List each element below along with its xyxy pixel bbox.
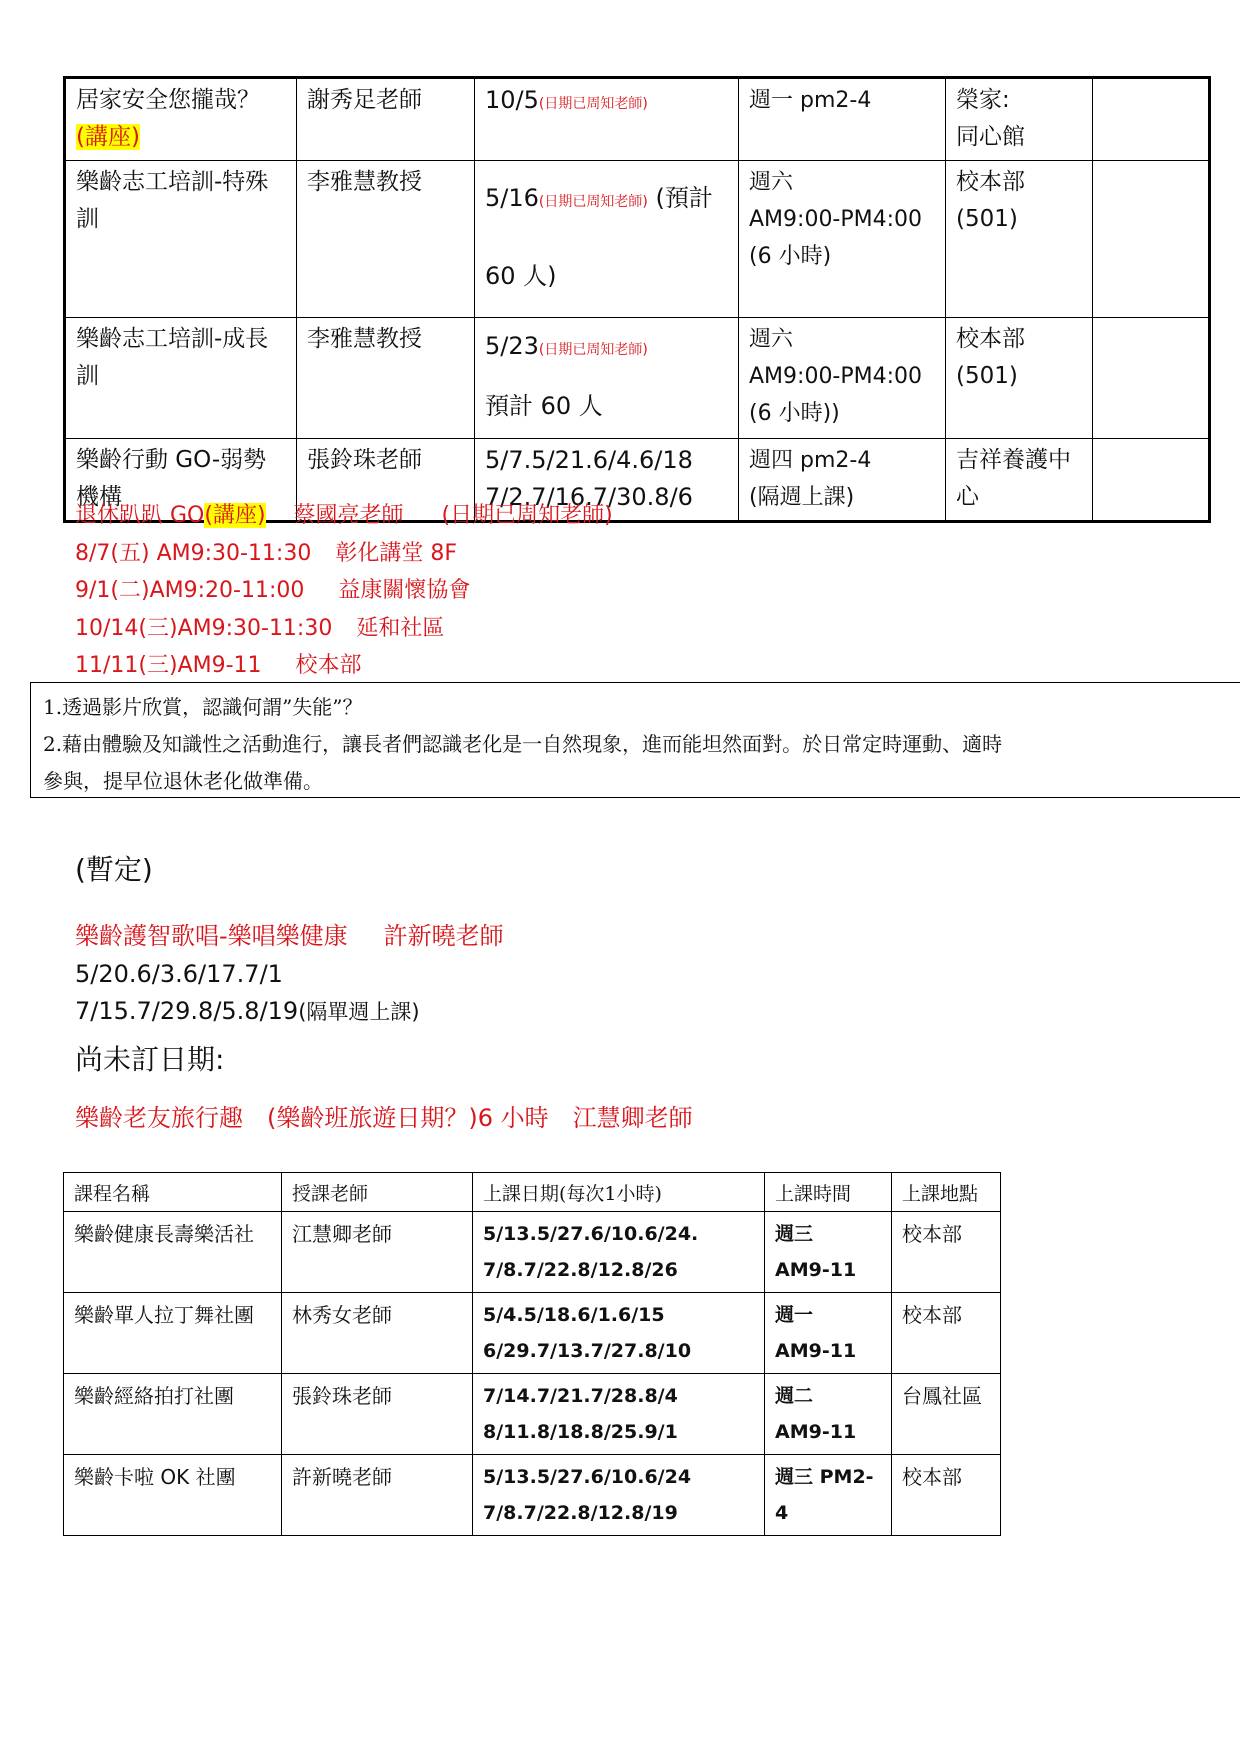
place-line: 榮家: bbox=[956, 87, 1010, 113]
objectives-box bbox=[30, 682, 1240, 798]
course-name-cell: 樂齡行動 GO-弱勢機構 bbox=[65, 439, 297, 522]
time-cell bbox=[765, 1212, 892, 1293]
dates-cell bbox=[473, 1374, 765, 1455]
course-name: 居家安全您攏哉？ bbox=[76, 87, 260, 113]
course-name-cell: 樂齡志工培訓-特殊訓 bbox=[65, 161, 297, 318]
time-line: (6 小時)) bbox=[749, 401, 840, 426]
course-name-cell: 樂齡經絡拍打社團 bbox=[64, 1374, 282, 1455]
place-line: (501) bbox=[956, 363, 1018, 389]
place-cell: 校本部 bbox=[892, 1293, 1001, 1374]
date-cell bbox=[475, 161, 739, 318]
lecture-tag: (講座) bbox=[76, 124, 140, 150]
column-header: 上課地點 bbox=[892, 1173, 1001, 1212]
time-cell bbox=[765, 1374, 892, 1455]
time-line: AM9-11 bbox=[775, 1259, 857, 1281]
dates-line: 6/29.7/13.7/27.8/10 bbox=[483, 1340, 692, 1362]
date-main: 5/7.5/21.6/4.6/18 bbox=[485, 446, 693, 474]
undated-course: 樂齡老友旅行趣 bbox=[75, 1103, 243, 1132]
dates-line: 5/13.5/27.6/10.6/24 bbox=[483, 1466, 692, 1488]
date-note: (日期已周知老師) bbox=[538, 96, 648, 112]
objective-line: 2.藉由體驗及知識性之活動進行，讓長者們認識老化是一自然現象，進而能坦然面對。於日常定時運動、適時 bbox=[43, 732, 1003, 756]
course-name-cell: 樂齡志工培訓-成長訓 bbox=[65, 318, 297, 439]
time-line: AM9:00-PM4:00 bbox=[749, 364, 923, 389]
tentative-heading: (暫定) bbox=[75, 853, 153, 886]
tentative-dates-note: (隔單週上課) bbox=[298, 1000, 420, 1024]
date-extra: 7/2.7/16.7/30.8/6 bbox=[485, 483, 693, 511]
time-cell: 週一 pm2-4 bbox=[739, 78, 946, 161]
teacher-cell: 張鈴珠老師 bbox=[297, 439, 475, 522]
table-row bbox=[64, 1212, 1001, 1293]
course-name-cell: 樂齡卡啦 OK 社團 bbox=[64, 1455, 282, 1536]
date-cell bbox=[475, 318, 739, 439]
dates-line: 8/11.8/18.8/25.9/1 bbox=[483, 1421, 678, 1443]
time-cell bbox=[739, 318, 946, 439]
empty-cell bbox=[1093, 78, 1210, 161]
place-cell: 吉祥養護中心 bbox=[946, 439, 1093, 522]
tentative-dates-row bbox=[75, 993, 693, 1032]
time-line: AM9-11 bbox=[775, 1340, 857, 1362]
retire-teacher: 蔡國亮老師 bbox=[293, 503, 404, 528]
course-schedule-table bbox=[63, 76, 1211, 523]
undated-teacher: 江慧卿老師 bbox=[572, 1103, 693, 1132]
column-header: 上課時間 bbox=[765, 1173, 892, 1212]
date-main: 5/16 bbox=[485, 184, 539, 212]
date-note: (日期已周知老師) bbox=[538, 194, 648, 210]
time-cell bbox=[765, 1293, 892, 1374]
undated-course-row bbox=[75, 1100, 693, 1138]
retire-title-row bbox=[75, 497, 613, 535]
retire-lecture-block bbox=[75, 497, 613, 685]
table-row bbox=[64, 1374, 1001, 1455]
lecture-tag: (講座) bbox=[204, 503, 266, 528]
session-place: 校本部 bbox=[295, 653, 362, 678]
session-time: 11/11(三)AM9-11 bbox=[75, 653, 262, 678]
time-line: AM9-11 bbox=[775, 1421, 857, 1443]
time-cell bbox=[739, 161, 946, 318]
place-cell bbox=[946, 161, 1093, 318]
dates-line: 7/14.7/21.7/28.8/4 bbox=[483, 1385, 678, 1407]
tentative-section bbox=[75, 850, 693, 1137]
time-line: 週三 bbox=[775, 1223, 814, 1245]
objective-line: 參與，提早位退休老化做準備。 bbox=[43, 769, 323, 793]
retire-title: 退休趴趴 GO bbox=[75, 503, 205, 528]
table-row bbox=[64, 1455, 1001, 1536]
empty-cell bbox=[1093, 318, 1210, 439]
dates-cell bbox=[473, 1212, 765, 1293]
teacher-cell: 謝秀足老師 bbox=[297, 78, 475, 161]
tentative-course-row bbox=[75, 918, 693, 956]
place-cell bbox=[946, 318, 1093, 439]
table-row bbox=[65, 78, 1210, 161]
date-extra: (預計 60 人) bbox=[485, 184, 713, 290]
tentative-course: 樂齡護智歌唱-樂唱樂健康 bbox=[75, 922, 348, 950]
time-line: (隔週上課) bbox=[749, 485, 855, 510]
place-cell bbox=[946, 78, 1093, 161]
empty-cell bbox=[1093, 161, 1210, 318]
teacher-cell: 林秀女老師 bbox=[282, 1293, 473, 1374]
dates-cell bbox=[473, 1293, 765, 1374]
table-row bbox=[65, 161, 1210, 318]
dates-line: 5/4.5/18.6/1.6/15 bbox=[483, 1304, 665, 1326]
date-cell bbox=[475, 78, 739, 161]
undated-note: (樂齡班旅遊日期？)6 小時 bbox=[267, 1103, 549, 1132]
place-line: 同心館 bbox=[956, 124, 1025, 150]
time-line: 週六 bbox=[749, 170, 794, 195]
session-place: 延和社區 bbox=[356, 615, 445, 641]
place-line: 校本部 bbox=[956, 169, 1025, 195]
teacher-cell: 許新曉老師 bbox=[282, 1455, 473, 1536]
time-cell bbox=[739, 439, 946, 522]
time-line: 週六 bbox=[749, 327, 794, 352]
teacher-cell: 江慧卿老師 bbox=[282, 1212, 473, 1293]
session-place: 彰化講堂 8F bbox=[335, 540, 457, 566]
time-line: (6 小時) bbox=[749, 244, 832, 269]
place-line: (501) bbox=[956, 206, 1018, 232]
place-cell: 校本部 bbox=[892, 1212, 1001, 1293]
column-header: 課程名稱 bbox=[64, 1173, 282, 1212]
time-line: 週一 bbox=[775, 1304, 814, 1326]
teacher-cell: 張鈴珠老師 bbox=[282, 1374, 473, 1455]
tentative-teacher: 許新曉老師 bbox=[383, 922, 504, 950]
empty-cell bbox=[1093, 439, 1210, 522]
date-extra: 預計 60 人 bbox=[485, 392, 603, 420]
teacher-cell: 李雅慧教授 bbox=[297, 318, 475, 439]
dates-cell bbox=[473, 1455, 765, 1536]
table-header-row bbox=[64, 1173, 1001, 1212]
course-name-cell bbox=[65, 78, 297, 161]
dates-line: 7/8.7/22.8/12.8/26 bbox=[483, 1259, 678, 1281]
date-main: 5/23 bbox=[485, 332, 539, 360]
session-row bbox=[75, 535, 613, 573]
place-cell: 校本部 bbox=[892, 1455, 1001, 1536]
dates-line: 7/8.7/22.8/12.8/19 bbox=[483, 1502, 678, 1524]
session-row bbox=[75, 647, 613, 685]
course-name-cell: 樂齡健康長壽樂活社 bbox=[64, 1212, 282, 1293]
session-row bbox=[75, 610, 613, 648]
table-row bbox=[64, 1293, 1001, 1374]
session-time: 8/7(五) AM9:30-11:30 bbox=[75, 540, 312, 566]
tentative-dates: 7/15.7/29.8/5.8/19 bbox=[75, 997, 299, 1025]
club-schedule-table bbox=[63, 1172, 1001, 1536]
time-line: AM9:00-PM4:00 bbox=[749, 207, 923, 232]
place-cell: 台鳳社區 bbox=[892, 1374, 1001, 1455]
time-line: 週四 pm2-4 bbox=[749, 448, 872, 473]
date-main: 10/5 bbox=[485, 86, 539, 114]
place-line: 校本部 bbox=[956, 326, 1025, 352]
column-header: 上課日期(每次1小時) bbox=[473, 1173, 765, 1212]
dates-line: 5/13.5/27.6/10.6/24. bbox=[483, 1223, 699, 1245]
objective-line: 1.透過影片欣賞，認識何謂”失能”？ bbox=[43, 695, 363, 719]
session-place: 益康關懷協會 bbox=[338, 578, 471, 603]
session-time: 10/14(三)AM9:30-11:30 bbox=[75, 615, 333, 641]
session-row bbox=[75, 572, 613, 610]
time-line: 週二 bbox=[775, 1385, 814, 1407]
teacher-cell: 李雅慧教授 bbox=[297, 161, 475, 318]
table-row bbox=[65, 318, 1210, 439]
date-note: (日期已周知老師) bbox=[538, 342, 648, 358]
tentative-dates: 5/20.6/3.6/17.7/1 bbox=[75, 959, 283, 988]
course-name-cell: 樂齡單人拉丁舞社團 bbox=[64, 1293, 282, 1374]
undated-heading: 尚未訂日期: bbox=[75, 1042, 225, 1076]
time-cell: 週三 PM2-4 bbox=[765, 1455, 892, 1536]
session-time: 9/1(二)AM9:20-11:00 bbox=[75, 578, 305, 603]
retire-note: (日期已周知老師) bbox=[441, 503, 613, 528]
column-header: 授課老師 bbox=[282, 1173, 473, 1212]
